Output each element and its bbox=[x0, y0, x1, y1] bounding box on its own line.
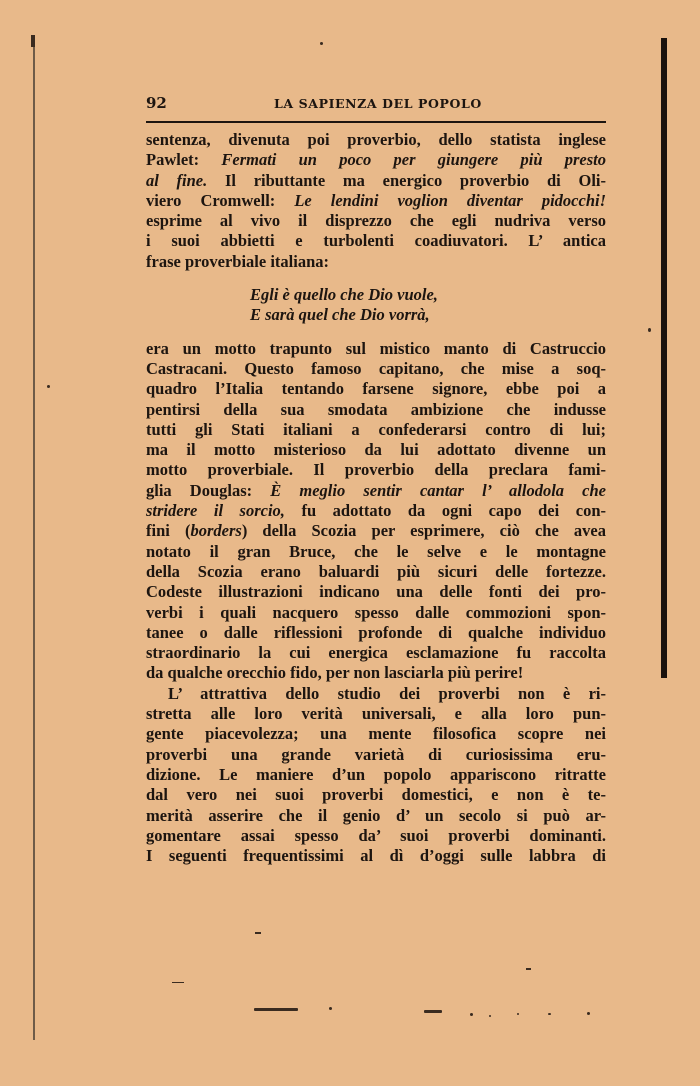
scan-speck bbox=[254, 1008, 298, 1011]
scan-right-edge bbox=[661, 38, 667, 678]
scan-speck bbox=[424, 1010, 442, 1013]
italic-phrase: È meglio sentir cantar l’ allodola che bbox=[270, 480, 606, 500]
text-run: notato il gran Bruce, che le selve e le montagne bbox=[146, 541, 606, 561]
text-run: dizione. Le maniere d’un popolo appariscono ritratte bbox=[146, 764, 606, 784]
text-run: fini ( bbox=[146, 521, 191, 541]
text-run: esprime al vivo il disprezzo che egli nudriva verso bbox=[146, 211, 606, 231]
scan-speck bbox=[255, 932, 261, 934]
text-line bbox=[146, 785, 606, 805]
scan-speck bbox=[548, 1013, 551, 1015]
text-run: della Scozia erano baluardi più sicuri delle fortezze. bbox=[146, 561, 606, 581]
text-run: gente piacevolezza; una mente filosofica scopre nei bbox=[146, 724, 606, 744]
text-line bbox=[146, 745, 606, 765]
text-run: stretta alle loro verità universali, e alla loro pun- bbox=[146, 704, 606, 724]
verse-quote bbox=[146, 285, 606, 326]
italic-phrase: al fine. bbox=[146, 170, 208, 190]
text-line bbox=[146, 603, 606, 623]
text-line bbox=[146, 806, 606, 826]
running-title: LA SAPIENZA DEL POPOLO bbox=[274, 96, 482, 111]
text-line bbox=[146, 501, 606, 521]
text-line bbox=[146, 150, 606, 170]
text-run: frase proverbiale italiana: bbox=[146, 251, 329, 271]
text-run: i suoi abbietti e turbolenti coadiuvatori. L’ antica bbox=[146, 231, 606, 251]
text-line bbox=[146, 171, 606, 191]
scan-speck bbox=[648, 328, 651, 332]
text-run: sentenza, divenuta poi proverbio, dello statista inglese bbox=[146, 130, 606, 149]
text-line bbox=[146, 623, 606, 643]
text-line bbox=[146, 460, 606, 480]
text-run: gomentare assai spesso da’ suoi proverbi dominanti. bbox=[146, 825, 606, 845]
text-run: ma il motto misterioso da lui adottato divenne un bbox=[146, 440, 606, 460]
text-line bbox=[146, 440, 606, 460]
body-text bbox=[146, 130, 606, 866]
paragraph-3 bbox=[146, 684, 606, 867]
scan-speck bbox=[587, 1012, 590, 1015]
text-run: merità asserire che il genio d’ un secolo si può ar- bbox=[146, 805, 606, 825]
scan-speck bbox=[329, 1007, 332, 1010]
text-run: Castracani. Questo famoso capitano, che mise a soq- bbox=[146, 358, 606, 378]
scan-speck bbox=[172, 982, 184, 983]
text-run: L’ attrattiva dello studio dei proverbi non è ri- bbox=[168, 683, 606, 703]
text-line bbox=[146, 420, 606, 440]
scan-speck bbox=[517, 1013, 519, 1015]
text-run: proverbi una grande varietà di curiosissima eru- bbox=[146, 744, 606, 764]
text-line bbox=[146, 252, 606, 272]
text-run: glia Douglas: bbox=[146, 480, 271, 500]
text-line bbox=[146, 130, 606, 150]
text-line bbox=[146, 562, 606, 582]
page-number: 92 bbox=[146, 94, 167, 112]
header-rule bbox=[146, 121, 606, 123]
text-run: Il ributtante ma energico proverbio di Oli- bbox=[207, 170, 606, 190]
text-run: fu adottato da ogni capo dei con- bbox=[284, 501, 606, 521]
text-line bbox=[146, 663, 606, 683]
text-run: straordinario la cui energica esclamazione fu raccolta bbox=[146, 643, 606, 663]
text-run: Pawlet: bbox=[146, 150, 222, 170]
paragraph-1 bbox=[146, 130, 606, 272]
text-run: da qualche orecchio fido, per non lasciarla più perire! bbox=[146, 663, 524, 683]
text-line bbox=[146, 542, 606, 562]
text-line bbox=[146, 582, 606, 602]
text-run: I seguenti frequentissimi al dì d’oggi sulle labbra di bbox=[146, 846, 606, 866]
text-line bbox=[146, 400, 606, 420]
text-run: tutti gli Stati italiani a confederarsi contro di lui; bbox=[146, 419, 606, 439]
text-line bbox=[146, 191, 606, 211]
text-line bbox=[146, 765, 606, 785]
text-run: era un motto trapunto sul mistico manto di Castruccio bbox=[146, 338, 606, 358]
scan-speck bbox=[489, 1015, 491, 1017]
text-line bbox=[146, 846, 606, 866]
italic-phrase: borders bbox=[190, 521, 242, 541]
scan-left-edge bbox=[33, 40, 35, 1040]
quote-line: E sarà quel che Dio vorrà, bbox=[250, 305, 430, 325]
quote-line: Egli è quello che Dio vuole, bbox=[250, 285, 438, 305]
text-line bbox=[146, 379, 606, 399]
text-run: verbi i quali nacquero spesso dalle commozioni spon- bbox=[146, 602, 606, 622]
italic-phrase: Fermati un poco per giungere più presto bbox=[221, 150, 606, 170]
italic-phrase: stridere il sorcio, bbox=[146, 501, 285, 521]
text-run: Codeste illustrazioni indicano una delle fonti dei pro- bbox=[146, 582, 606, 602]
scan-left-edge-mark bbox=[31, 35, 35, 47]
scan-speck bbox=[470, 1013, 473, 1016]
page-header bbox=[146, 92, 605, 116]
text-line bbox=[146, 643, 606, 663]
scan-speck bbox=[526, 968, 531, 970]
text-run: quadro l’Italia tentando farsene signore, ebbe poi a bbox=[146, 379, 606, 399]
text-line bbox=[146, 724, 606, 744]
text-line bbox=[146, 339, 606, 359]
scan-speck bbox=[320, 42, 323, 45]
text-run: ) della Scozia per esprimere, ciò che avea bbox=[241, 521, 606, 541]
text-line bbox=[146, 704, 606, 724]
text-run: pentirsi della sua smodata ambizione che indusse bbox=[146, 399, 606, 419]
scan-speck bbox=[47, 385, 50, 388]
text-line bbox=[146, 684, 606, 704]
text-line bbox=[146, 521, 606, 541]
text-line bbox=[146, 826, 606, 846]
text-line bbox=[146, 359, 606, 379]
italic-phrase: Le lendini voglion diventar pidocchi! bbox=[294, 190, 606, 210]
text-run: motto proverbiale. Il proverbio della preclara fami- bbox=[146, 460, 606, 480]
text-line bbox=[146, 481, 606, 501]
text-run: viero Cromwell: bbox=[146, 190, 295, 210]
text-line bbox=[146, 231, 606, 251]
text-run: tanee o dalle riflessioni profonde di qualche individuo bbox=[146, 622, 606, 642]
paragraph-2 bbox=[146, 339, 606, 684]
text-line bbox=[146, 211, 606, 231]
text-run: dal vero nei suoi proverbi domestici, e non è te- bbox=[146, 785, 606, 805]
